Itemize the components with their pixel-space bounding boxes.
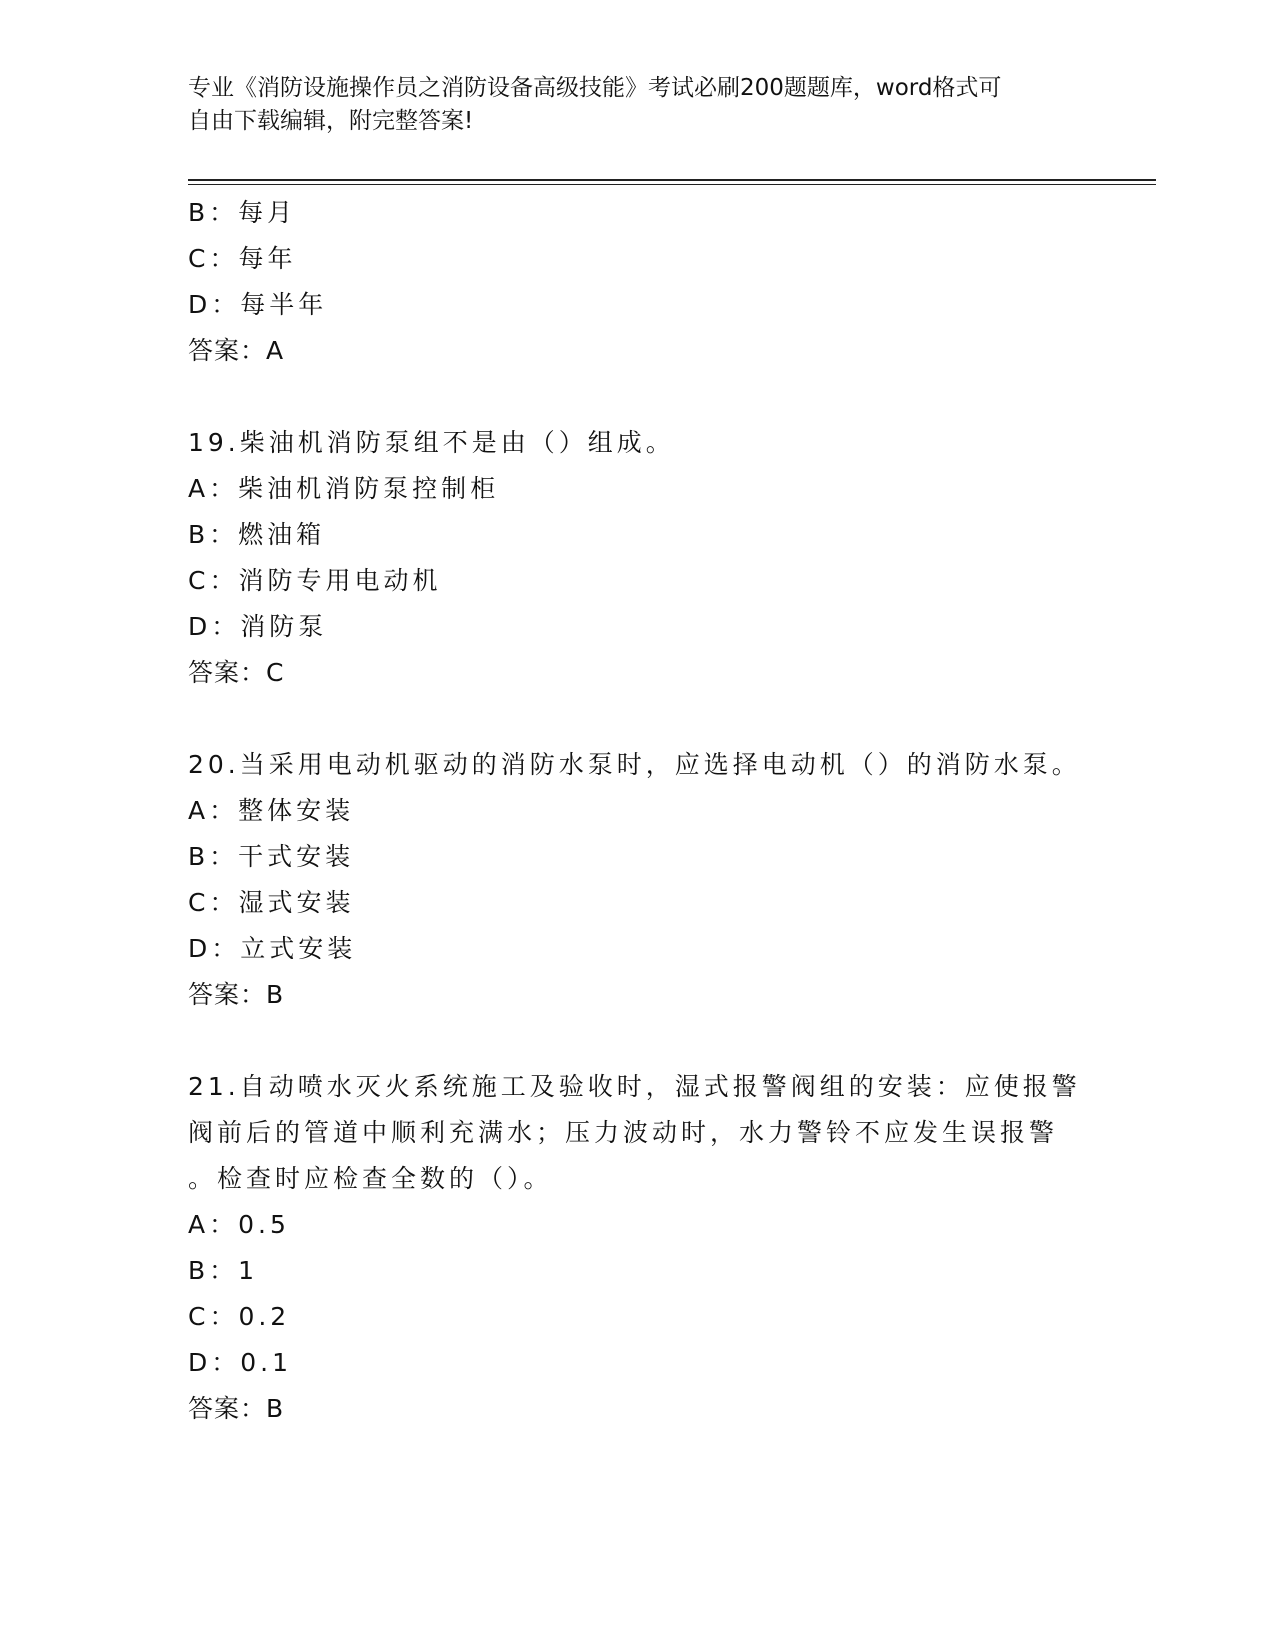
document-header (188, 72, 1088, 138)
question-19 (188, 420, 1088, 696)
header-divider-thick (188, 179, 1156, 181)
answer-line: 答案：B (188, 1394, 285, 1423)
option-a: A：柴油机消防泵控制柜 (188, 474, 500, 503)
header-line-1: 专业《消防设施操作员之消防设备高级技能》考试必刷200题题库，word格式可 (188, 75, 1002, 101)
header-divider-thin (188, 184, 1156, 185)
answer-line: 答案：A (188, 336, 285, 365)
question-list (188, 190, 1088, 1432)
option-a: A：整体安装 (188, 796, 355, 825)
option-d: D：每半年 (188, 290, 328, 319)
question-stem-line-3: 。检查时应检查全数的（）。 (188, 1164, 553, 1193)
option-c: C：湿式安装 (188, 888, 355, 917)
question-stem-line-1: 21.自动喷水灭火系统施工及验收时，湿式报警阀组的安装：应使报警 (188, 1072, 1081, 1101)
answer-line: 答案：C (188, 658, 285, 687)
option-b: B：干式安装 (188, 842, 355, 871)
question-stem: 20.当采用电动机驱动的消防水泵时，应选择电动机（）的消防水泵。 (188, 750, 1081, 779)
question-partial (188, 190, 1088, 374)
header-line-2: 自由下载编辑，附完整答案! (188, 108, 474, 134)
option-d: D：消防泵 (188, 612, 328, 641)
question-21 (188, 1064, 1088, 1432)
option-b: B：燃油箱 (188, 520, 326, 549)
option-a: A：0.5 (188, 1210, 290, 1239)
option-b: B：1 (188, 1256, 259, 1285)
option-b: B：每月 (188, 198, 297, 227)
option-c: C：每年 (188, 244, 297, 273)
option-c: C：0.2 (188, 1302, 291, 1331)
option-d: D：立式安装 (188, 934, 357, 963)
option-c: C：消防专用电动机 (188, 566, 442, 595)
question-stem: 19.柴油机消防泵组不是由（）组成。 (188, 428, 675, 457)
question-stem-line-2: 阀前后的管道中顺利充满水；压力波动时，水力警铃不应发生误报警 (188, 1118, 1059, 1147)
answer-line: 答案：B (188, 980, 285, 1009)
question-20 (188, 742, 1088, 1018)
option-d: D：0.1 (188, 1348, 293, 1377)
